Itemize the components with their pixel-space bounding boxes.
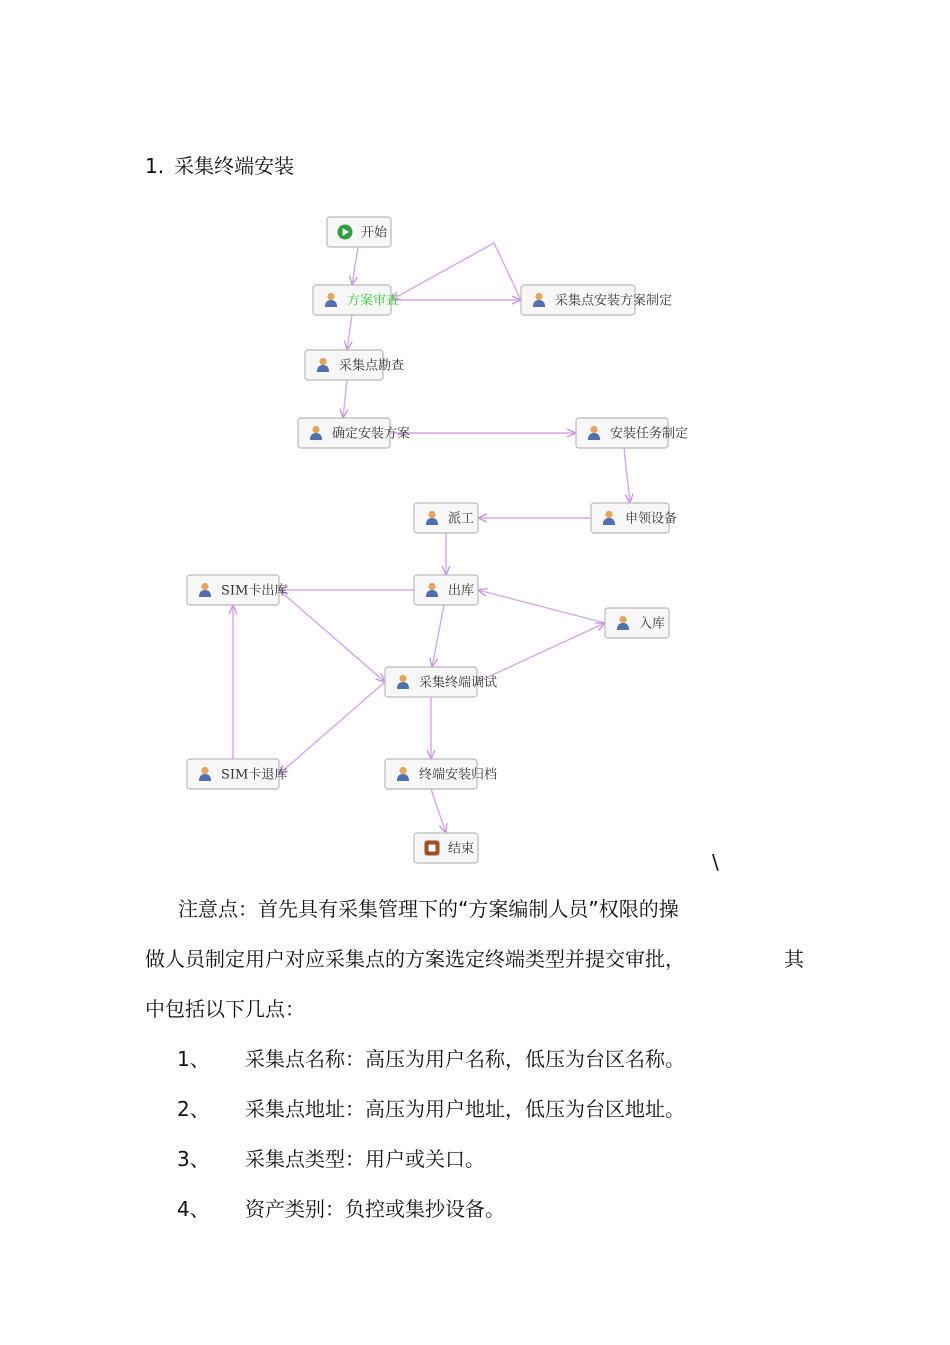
stop-icon — [425, 841, 440, 856]
edge-debug-to-sim-return — [279, 682, 385, 774]
node-label: 确定安装方案 — [332, 426, 411, 442]
list-item-number: 2、 — [177, 1097, 210, 1121]
list-item-text: 资产类别：负控或集抄设备。 — [245, 1197, 505, 1221]
list-item-text: 采集点名称：高压为用户名称，低压为台区名称。 — [245, 1047, 685, 1071]
node-label: SIM卡出库 — [221, 583, 288, 599]
edge-sim-out-to-debug — [279, 590, 385, 682]
node-sim-out[interactable] — [187, 575, 287, 605]
node-label: 结束 — [448, 841, 475, 857]
node-sim-return[interactable] — [187, 759, 287, 789]
node-start[interactable] — [327, 217, 391, 247]
list-item-number: 4、 — [177, 1197, 210, 1221]
node-end[interactable] — [414, 833, 478, 863]
note-line-1: 注意点：首先具有采集管理下的“方案编制人员”权限的操 — [178, 897, 679, 921]
node-archive[interactable] — [385, 759, 497, 789]
section-number: 1. — [145, 154, 165, 178]
node-label: 采集终端调试 — [419, 675, 498, 691]
node-task-make[interactable] — [576, 418, 688, 448]
edge-plan-review-to-survey — [347, 315, 352, 350]
node-label: 方案审查 — [347, 293, 400, 309]
edge-start-to-plan-review — [352, 247, 358, 285]
note-line-3: 中包括以下几点： — [145, 997, 305, 1021]
node-label: 开始 — [361, 225, 388, 241]
note-line-2-tail: 其 — [784, 947, 804, 971]
note-line-2: 做人员制定用户对应采集点的方案选定终端类型并提交审批， — [145, 947, 685, 971]
node-confirm-plan[interactable] — [298, 418, 410, 448]
node-label: 入库 — [639, 616, 666, 632]
edge-survey-to-confirm-plan — [343, 380, 347, 418]
list-item-text: 采集点类型：用户或关口。 — [245, 1147, 485, 1171]
node-label: 申领设备 — [625, 511, 678, 527]
node-plan-make[interactable] — [521, 285, 672, 315]
node-label: 安装任务制定 — [610, 426, 689, 442]
edge-out-to-in — [478, 590, 605, 623]
node-label: SIM卡退库 — [221, 767, 288, 783]
node-survey[interactable] — [305, 350, 404, 380]
play-icon — [338, 225, 353, 240]
node-dispatch[interactable] — [414, 503, 478, 533]
list-item-number: 3、 — [177, 1147, 210, 1171]
nodes-layer — [187, 217, 688, 863]
edges-layer — [233, 243, 630, 833]
edge-plan-make-to-plan-review — [391, 243, 521, 300]
node-label: 采集点安装方案制定 — [555, 293, 673, 309]
node-label: 采集点勘查 — [339, 358, 405, 374]
section-title: 采集终端安装 — [174, 154, 295, 178]
edge-debug-to-in — [477, 623, 605, 682]
node-label: 出库 — [448, 583, 475, 599]
node-debug[interactable] — [385, 667, 497, 697]
list-item-number: 1、 — [177, 1047, 210, 1071]
node-apply-device[interactable] — [591, 503, 677, 533]
node-out[interactable] — [414, 575, 478, 605]
edge-task-make-to-apply-device — [624, 448, 630, 503]
node-plan-review[interactable] — [313, 285, 399, 315]
edge-archive-to-end — [431, 789, 446, 833]
node-label: 终端安装归档 — [419, 767, 498, 783]
node-label: 派工 — [448, 511, 475, 527]
edge-out-to-debug — [432, 605, 444, 667]
list-item-text: 采集点地址：高压为用户地址，低压为台区地址。 — [245, 1097, 685, 1121]
node-in[interactable] — [605, 608, 669, 638]
stray-mark: \ — [712, 850, 719, 874]
